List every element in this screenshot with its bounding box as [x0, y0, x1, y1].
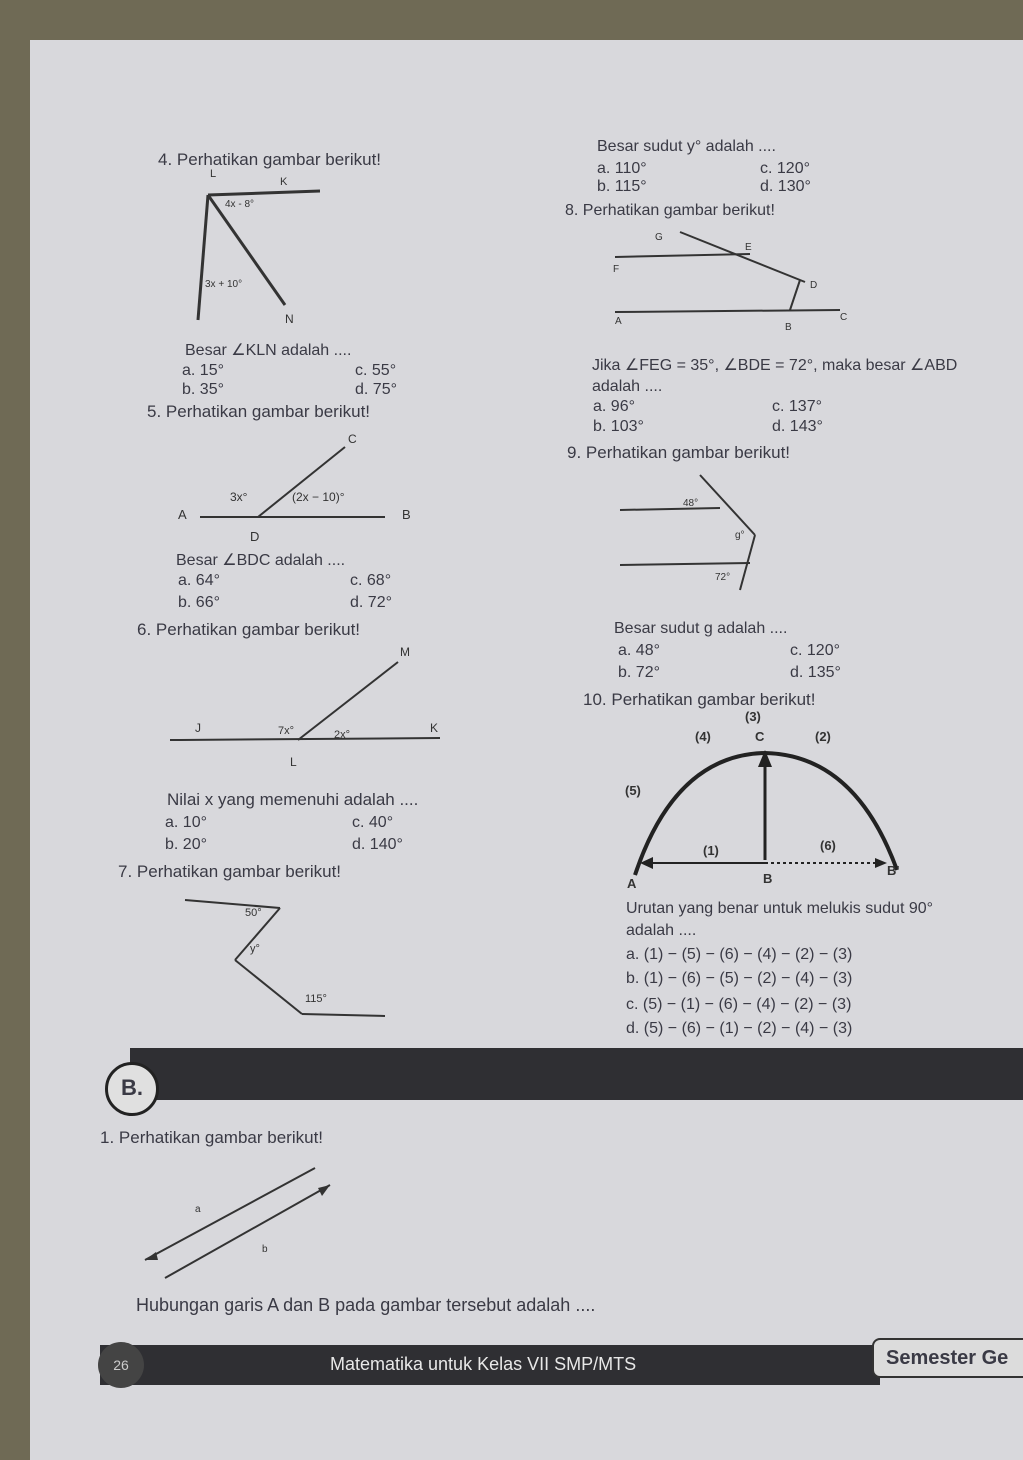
q8-question: Jika ∠FEG = 35°, ∠BDE = 72°, maka besar ∠ABD adalah ....: [592, 357, 958, 395]
q8-label-b: B: [785, 322, 792, 333]
q6-option-c[interactable]: c. 40°: [352, 814, 394, 831]
q8-option-a[interactable]: a. 96°: [593, 398, 635, 415]
q10-question-line1: Urutan yang benar untuk melukis sudut 90°: [626, 900, 934, 917]
q8-label-f: F: [613, 264, 620, 275]
page-number: 26: [98, 1342, 144, 1388]
q8-option-c[interactable]: c. 137°: [772, 398, 822, 415]
line-b-label: b: [262, 1244, 268, 1255]
q8-label-g: G: [655, 232, 663, 243]
q10-label-b-prime: B': [887, 863, 900, 878]
q7-angle-50: 50°: [245, 907, 262, 919]
q10-label-2: (2): [815, 729, 831, 744]
q4-title: 4. Perhatikan gambar berikut!: [158, 150, 382, 169]
q10-label-5: (5): [625, 783, 641, 798]
q10-label-4: (4): [695, 729, 711, 744]
q7-angle-y: y°: [250, 943, 260, 955]
q7-question: Besar sudut y° adalah ....: [597, 138, 776, 155]
section-b-badge: B.: [105, 1062, 159, 1116]
q6-option-a[interactable]: a. 10°: [165, 814, 207, 831]
q5-label-b: B: [402, 507, 411, 522]
q5-label-d: D: [250, 529, 260, 544]
q6-question: Nilai x yang memenuhi adalah ....: [167, 790, 419, 809]
q4-angle-2: 3x + 10°: [205, 279, 243, 290]
q4-option-a[interactable]: a. 15°: [182, 362, 224, 379]
q10-figure: [615, 705, 915, 895]
q5-angle-1: 3x°: [230, 490, 248, 504]
q9-title: 9. Perhatikan gambar berikut!: [567, 443, 791, 462]
q10-label-a: A: [627, 876, 637, 891]
q10-label-1: (1): [703, 843, 719, 858]
q9-figure: [615, 470, 785, 600]
q4-label-n: N: [285, 312, 294, 325]
q5-label-c: C: [348, 432, 357, 446]
q9-question: Besar sudut g adalah ....: [614, 620, 788, 637]
q10-option-d[interactable]: d. (5) − (6) − (1) − (2) − (4) − (3): [626, 1020, 853, 1037]
q7-option-a[interactable]: a. 110°: [597, 160, 647, 177]
q8-option-d[interactable]: d. 143°: [772, 418, 823, 435]
q9-angle-g: g°: [735, 530, 745, 541]
q5-label-a: A: [178, 507, 187, 522]
q8-label-a: A: [615, 316, 622, 327]
line-a-label: a: [195, 1204, 201, 1215]
q10-label-6: (6): [820, 838, 836, 853]
q8-label-d: D: [810, 280, 818, 291]
q6-option-d[interactable]: d. 140°: [352, 836, 403, 853]
q6-title: 6. Perhatikan gambar berikut!: [137, 620, 361, 639]
section-b-q1-question: Hubungan garis A dan B pada gambar tersebut adalah ....: [136, 1295, 596, 1315]
q10-label-c: C: [755, 729, 765, 744]
q4-option-d[interactable]: d. 75°: [355, 381, 397, 398]
q5-title: 5. Perhatikan gambar berikut!: [147, 402, 371, 421]
q4-label-l: L: [210, 168, 217, 180]
q6-label-m: M: [400, 645, 410, 659]
q7-angle-115: 115°: [305, 993, 327, 1005]
footer-title: Matematika untuk Kelas VII SMP/MTS: [330, 1354, 637, 1374]
q9-option-d[interactable]: d. 135°: [790, 664, 841, 681]
q9-angle-72: 72°: [715, 572, 731, 583]
q5-option-b[interactable]: b. 66°: [178, 594, 220, 611]
q8-option-b[interactable]: b. 103°: [593, 418, 644, 435]
q9-angle-48: 48°: [683, 498, 699, 509]
q6-label-l: L: [290, 755, 297, 769]
q8-label-c: C: [840, 312, 848, 323]
q8-title: 8. Perhatikan gambar berikut!: [565, 202, 775, 219]
q5-option-a[interactable]: a. 64°: [178, 572, 220, 589]
q5-option-c[interactable]: c. 68°: [350, 572, 392, 589]
q5-figure: [170, 425, 420, 545]
q5-question: Besar ∠BDC adalah ....: [176, 552, 346, 569]
q7-figure: [180, 890, 390, 1025]
q10-option-c[interactable]: c. (5) − (1) − (6) − (4) − (2) − (3): [626, 996, 852, 1013]
q7-title: 7. Perhatikan gambar berikut!: [118, 862, 342, 881]
q4-option-c[interactable]: c. 55°: [355, 362, 397, 379]
section-b-q1-figure: [140, 1160, 340, 1285]
section-b-banner: [130, 1048, 1023, 1100]
q5-angle-2: (2x − 10)°: [292, 490, 345, 504]
semester-label: Semester Ge: [872, 1338, 1023, 1378]
q6-label-j: J: [195, 721, 201, 735]
q10-question-line2: adalah ....: [626, 922, 697, 939]
q6-label-k: K: [430, 721, 439, 735]
q4-question: Besar ∠KLN adalah ....: [185, 342, 352, 359]
q7-option-d[interactable]: d. 130°: [760, 178, 811, 195]
q10-title: 10. Perhatikan gambar berikut!: [583, 690, 816, 709]
q10-option-a[interactable]: a. (1) − (5) − (6) − (4) − (2) − (3): [626, 946, 853, 963]
q9-option-c[interactable]: c. 120°: [790, 642, 840, 659]
q6-angle-1: 7x°: [278, 725, 295, 737]
q5-option-d[interactable]: d. 72°: [350, 594, 392, 611]
q4-angle-1: 4x - 8°: [225, 199, 255, 210]
q6-figure: [170, 640, 460, 770]
q6-angle-2: 2x°: [334, 729, 351, 741]
q8-figure: [605, 222, 865, 342]
q6-option-b[interactable]: b. 20°: [165, 836, 207, 853]
section-b-q1-title: 1. Perhatikan gambar berikut!: [100, 1128, 324, 1147]
q9-option-b[interactable]: b. 72°: [618, 664, 660, 681]
q4-option-b[interactable]: b. 35°: [182, 381, 224, 398]
q10-label-b: B: [763, 871, 773, 886]
q7-option-b[interactable]: b. 115°: [597, 178, 647, 195]
q8-label-e: E: [745, 242, 752, 253]
q4-figure: [180, 165, 320, 325]
q10-label-3: (3): [745, 709, 761, 724]
q9-option-a[interactable]: a. 48°: [618, 642, 660, 659]
q7-option-c[interactable]: c. 120°: [760, 160, 810, 177]
q4-label-k: K: [280, 176, 288, 188]
q10-option-b[interactable]: b. (1) − (6) − (5) − (2) − (4) − (3): [626, 970, 853, 987]
